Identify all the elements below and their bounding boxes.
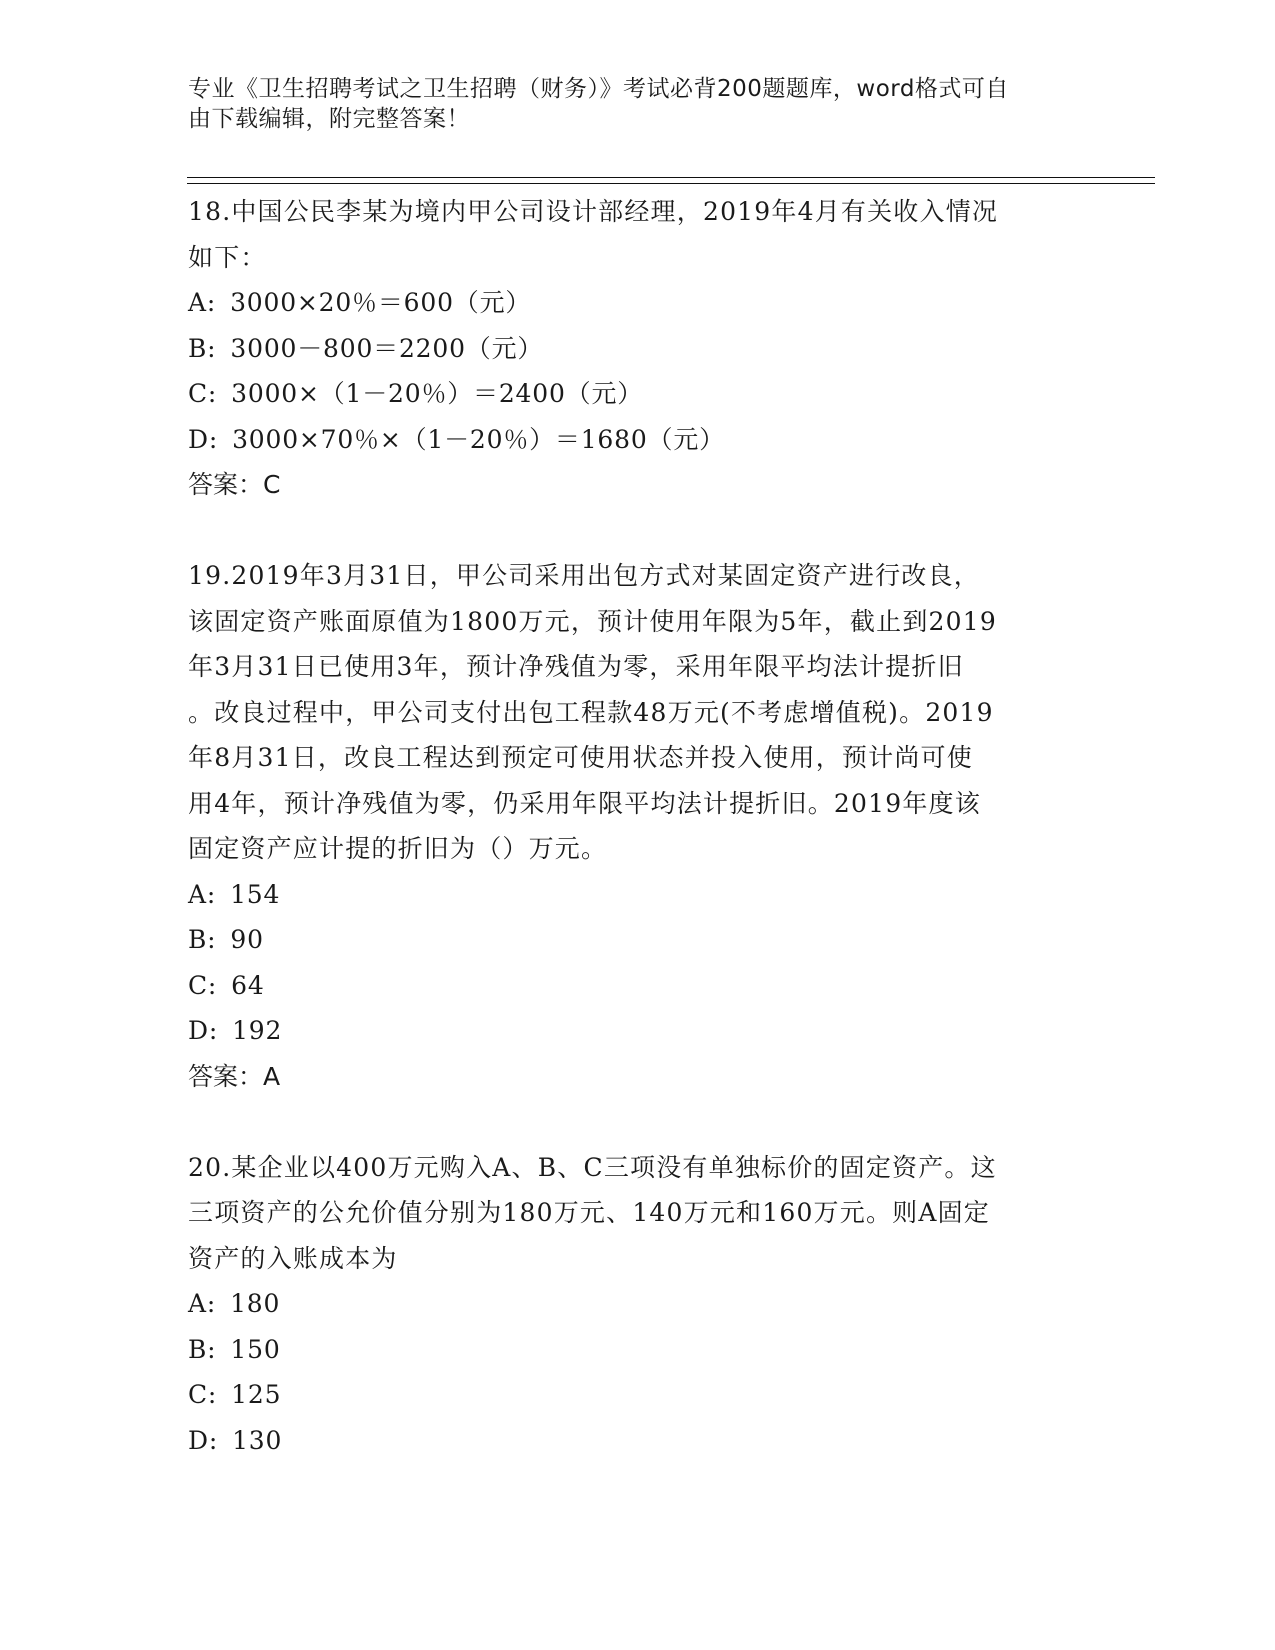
option-a (188, 872, 1088, 918)
option-key: D: (188, 1425, 219, 1455)
option-d (188, 1418, 1088, 1464)
header-line-2: 由下载编辑，附完整答案！ (188, 106, 470, 132)
option-key: C: (188, 970, 218, 1000)
question-text-line: 年8月31日，改良工程达到预定可使用状态并投入使用，预计尚可使 (188, 743, 973, 772)
option-d (188, 417, 1088, 463)
option-text: 125 (231, 1380, 282, 1409)
question-text-line: 固定资产应计提的折旧为（）万元。 (188, 834, 608, 863)
header-divider-top (187, 177, 1155, 178)
option-key: B: (188, 333, 217, 363)
option-text: 150 (230, 1334, 281, 1364)
question-text-line: 该固定资产账面原值为1800万元，预计使用年限为5年，截止到2019 (188, 606, 997, 636)
option-key: A: (188, 288, 217, 317)
option-text: 192 (232, 1016, 283, 1045)
question-text-line: 如下： (188, 242, 267, 272)
option-c (188, 963, 1088, 1009)
option-b (188, 1327, 1088, 1373)
header-line-1: 专业《卫生招聘考试之卫生招聘（财务）》考试必背200题题库，word格式可自 (188, 76, 1009, 102)
option-text: 90 (230, 925, 264, 954)
question-text-line: 19.2019年3月31日，甲公司采用出包方式对某固定资产进行改良， (188, 561, 980, 590)
option-b (188, 917, 1088, 963)
document-header (188, 74, 1068, 134)
option-c (188, 371, 1088, 417)
option-key: B: (188, 925, 217, 954)
option-text: 3000－800＝2200（元） (230, 333, 544, 363)
answer-line: 答案：C (188, 470, 281, 499)
question-text-line: 年3月31日已使用3年，预计净残值为零，采用年限平均法计提折旧 (188, 652, 964, 681)
question-18 (188, 189, 1088, 508)
option-a (188, 280, 1088, 326)
question-text-line: 18.中国公民李某为境内甲公司设计部经理，2019年4月有关收入情况 (188, 197, 999, 226)
option-key: C: (188, 1380, 218, 1409)
option-key: B: (188, 1334, 217, 1364)
option-text: 3000×（1－20％）＝2400（元） (231, 379, 644, 408)
question-text-line: 。改良过程中，甲公司支付出包工程款48万元(不考虑增值税)。2019 (188, 697, 994, 727)
option-text: 3000×20％＝600（元） (230, 288, 532, 317)
question-text-line: 资产的入账成本为 (188, 1243, 398, 1273)
option-text: 130 (232, 1425, 283, 1455)
question-spacer (188, 508, 1088, 554)
option-key: A: (188, 879, 217, 909)
question-text-line: 用4年，预计净残值为零，仍采用年限平均法计提折旧。2019年度该 (188, 788, 981, 818)
question-spacer (188, 1099, 1088, 1145)
option-text: 3000×70％×（1－20％）＝1680（元） (232, 424, 725, 454)
option-d (188, 1008, 1088, 1054)
question-text-line: 三项资产的公允价值分别为180万元、140万元和160万元。则A固定 (188, 1198, 991, 1227)
question-19 (188, 553, 1088, 1099)
question-20 (188, 1145, 1088, 1464)
question-text-line: 20.某企业以400万元购入A、B、C三项没有单独标价的固定资产。这 (188, 1152, 997, 1182)
option-a (188, 1281, 1088, 1327)
option-key: D: (188, 1016, 219, 1045)
option-b (188, 326, 1088, 372)
option-key: A: (188, 1289, 217, 1318)
question-list (188, 189, 1088, 1463)
header-divider-bottom (187, 183, 1155, 184)
option-key: C: (188, 379, 218, 408)
option-key: D: (188, 424, 219, 454)
option-text: 154 (230, 879, 281, 909)
answer-line: 答案：A (188, 1061, 281, 1091)
option-c (188, 1372, 1088, 1418)
option-text: 180 (230, 1289, 281, 1318)
option-text: 64 (231, 970, 265, 1000)
